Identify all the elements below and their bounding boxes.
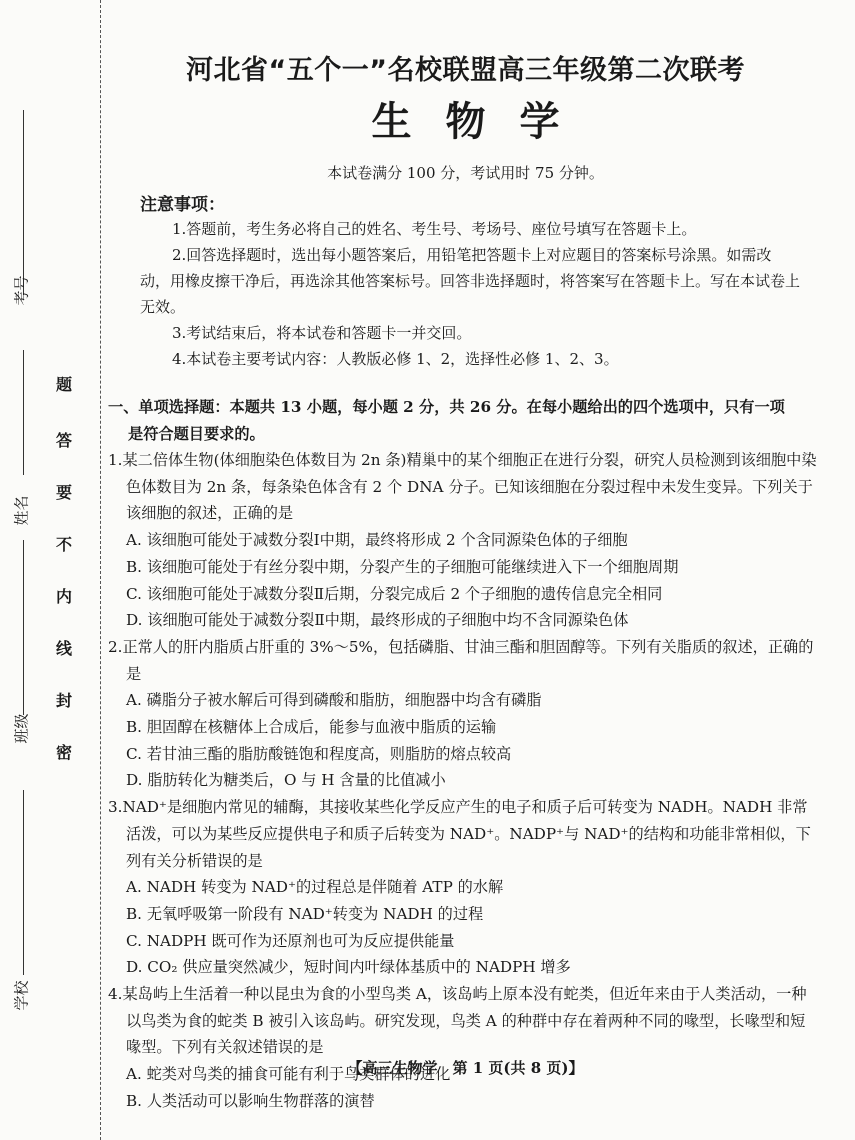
question-stem: 4.某岛屿上生活着一种以昆虫为食的小型鸟类 A，该岛屿上原本没有蛇类，但近年来由于人类活动，一种以鸟类为食的蛇类 B 被引入该岛屿。研究发现，鸟类 A 的种群中存在着两种不同的喙型，长喙型和短喙型。下列有关叙述错误的是 <box>108 985 807 1057</box>
option-a: A. NADH 转变为 NAD⁺的过程总是伴随着 ATP 的水解 <box>126 878 504 897</box>
seal-char: 封 <box>55 691 72 710</box>
notes-heading: 注意事项： <box>140 195 225 215</box>
option-a: A. 该细胞可能处于减数分裂Ⅰ中期，最终将形成 2 个含同源染色体的子细胞 <box>126 531 628 550</box>
note-item: 2.回答选择题时，选出每小题答案后，用铅笔把答题卡上对应题目的答案标号涂黑。如需改动，用橡皮擦干净后，再选涂其他答案标号。回答非选择题时，将答案写在答题卡上。写在本试卷上无效。 <box>140 246 801 316</box>
section-line-2: 是符合题目要求的。 <box>128 424 265 443</box>
option-c: C. NADPH 既可作为还原剂也可为反应提供能量 <box>126 931 455 950</box>
exam-no-label: 考号 <box>12 275 31 306</box>
class-line <box>23 540 24 715</box>
option-a: A. 蛇类对鸟类的捕食可能有利于鸟类群体的进化 <box>126 1065 451 1084</box>
section-line-1: 一、单项选择题：本题共 13 小题，每小题 2 分，共 26 分。在每小题给出的四个选项中，只有一项 <box>108 398 785 416</box>
question-stem: 1.某二倍体生物(体细胞染色体数目为 2n 条)精巢中的某个细胞正在进行分裂，研究人员检测到该细胞中染色体数目为 2n 条，每条染色体含有 2 个 DNA 分子。已知该细胞在分裂过程中未发生变异。下列关于该细胞的叙述，正确的是 <box>108 451 817 523</box>
seal-char: 要 <box>55 483 72 502</box>
option-b: B. 无氧呼吸第一阶段有 NAD⁺转变为 NADH 的过程 <box>126 904 484 923</box>
question-3 <box>108 794 820 981</box>
option-c: C. 该细胞可能处于减数分裂Ⅱ后期，分裂完成后 2 个子细胞的遗传信息完全相同 <box>126 584 663 603</box>
seal-char: 答 <box>55 431 72 450</box>
seal-char: 密 <box>55 743 72 762</box>
school-line <box>23 790 24 975</box>
option-b: B. 人类活动可以影响生物群落的演替 <box>126 1091 375 1110</box>
note-item: 3.考试结束后，将本试卷和答题卡一并交回。 <box>172 324 472 342</box>
exam-title: 河北省“五个一”名校联盟高三年级第二次联考 <box>186 55 745 86</box>
option-d: D. 脂肪转化为糖类后，O 与 H 含量的比值减小 <box>126 771 446 790</box>
note-item: 1.答题前，考生务必将自己的姓名、考生号、考场号、座位号填写在答题卡上。 <box>172 220 697 238</box>
option-a: A. 磷脂分子被水解后可得到磷酸和脂肪，细胞器中均含有磷脂 <box>126 691 542 710</box>
seal-char: 不 <box>55 535 72 554</box>
option-d: D. 该细胞可能处于减数分裂Ⅱ中期，最终形成的子细胞中均不含同源染色体 <box>126 611 629 630</box>
question-list <box>108 447 820 1115</box>
notes-list <box>140 216 800 372</box>
question-2 <box>108 634 820 794</box>
binding-dashed-line <box>100 0 101 1140</box>
seal-char: 内 <box>55 587 72 606</box>
option-d: D. CO₂ 供应量突然减少，短时间内叶绿体基质中的 NADPH 增多 <box>126 958 571 977</box>
school-label: 学校 <box>12 980 31 1011</box>
name-line <box>23 350 24 475</box>
subject-title: 生物学 <box>371 99 594 145</box>
binding-margin <box>0 0 100 1140</box>
question-4 <box>108 981 820 1115</box>
section-heading <box>108 394 820 447</box>
question-stem: 2.正常人的肝内脂质占肝重的 3%～5%，包括磷脂、甘油三酯和胆固醇等。下列有关脂质的叙述，正确的是 <box>108 637 814 683</box>
note-item: 4.本试卷主要考试内容：人教版必修 1、2，选择性必修 1、2、3。 <box>172 350 619 368</box>
question-1 <box>108 447 820 634</box>
seal-char: 线 <box>55 639 72 658</box>
score-info: 本试卷满分 100 分，考试用时 75 分钟。 <box>327 164 604 182</box>
option-b: B. 该细胞可能处于有丝分裂中期，分裂产生的子细胞可能继续进入下一个细胞周期 <box>126 557 679 576</box>
option-c: C. 若甘油三酯的脂肪酸链饱和程度高，则脂肪的熔点较高 <box>126 744 512 763</box>
question-stem: 3.NAD⁺是细胞内常见的辅酶，其接收某些化学反应产生的电子和质子后可转变为 NADH。NADH 非常活泼，可以为某些反应提供电子和质子后转变为 NAD⁺。NADP⁺与 NAD⁺的结构和功能非常相似，下列有关分析错误的是 <box>108 798 811 870</box>
exam-no-line <box>23 110 24 295</box>
name-label: 姓名 <box>12 495 31 526</box>
seal-char: 题 <box>55 375 72 394</box>
class-label: 班级 <box>12 713 31 744</box>
option-b: B. 胆固醇在核糖体上合成后，能参与血液中脂质的运输 <box>126 718 497 737</box>
page-footer: 【高三生物学 第 1 页(共 8 页)】 <box>347 1059 584 1077</box>
